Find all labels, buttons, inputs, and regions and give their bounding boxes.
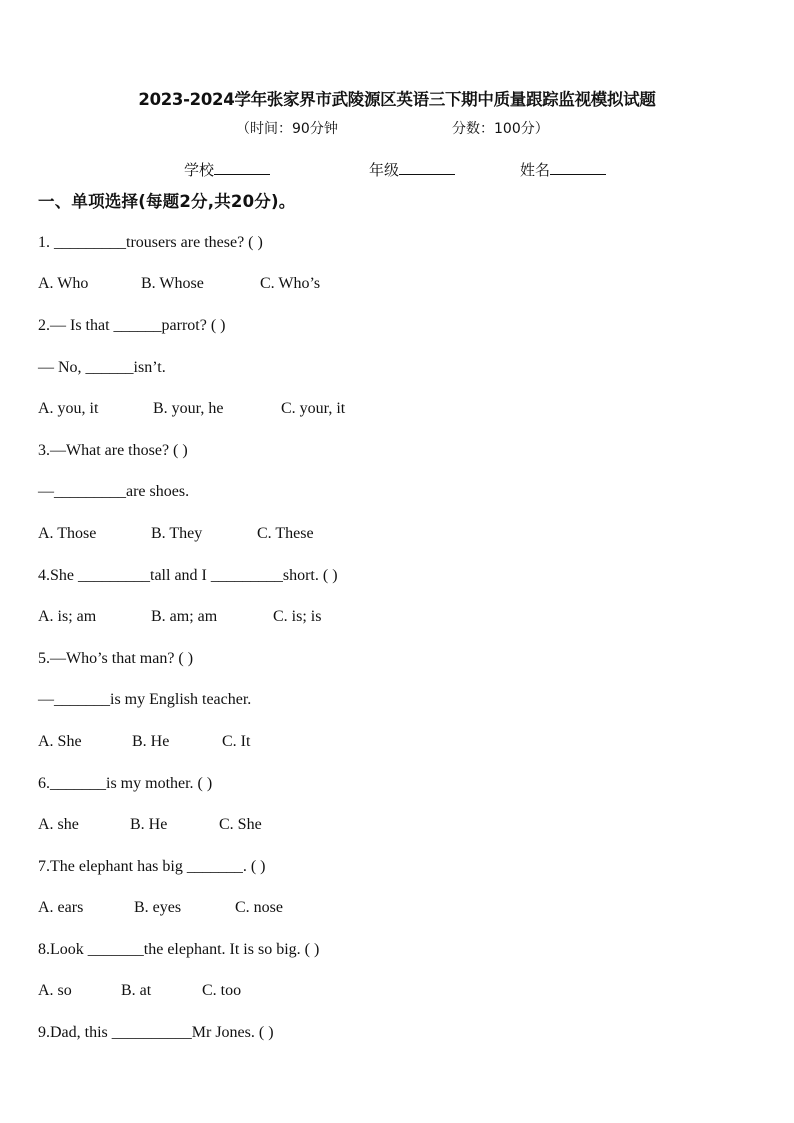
question-3-answer-line: —_________are shoes. (38, 483, 190, 500)
question-5-stem: 5.—Who’s that man? ( ) (38, 650, 194, 667)
option-c[interactable]: C. your, it (281, 400, 346, 417)
school-label: 学校 (184, 161, 215, 179)
question-3-stem: 3.—What are those? ( ) (38, 442, 188, 459)
option-a[interactable]: A. Those (38, 525, 97, 542)
grade-label: 年级 (369, 161, 400, 179)
option-c[interactable]: C. too (202, 982, 242, 999)
question-1-options (38, 274, 320, 294)
question-6-stem: 6._______is my mother. ( ) (38, 775, 213, 792)
option-c[interactable]: C. Who’s (260, 275, 321, 292)
name-label: 姓名 (520, 161, 551, 179)
question-2-options (38, 399, 345, 419)
option-a[interactable]: A. She (38, 733, 82, 750)
option-b[interactable]: B. He (130, 816, 168, 833)
option-b[interactable]: B. Whose (141, 275, 204, 292)
option-a[interactable]: A. Who (38, 275, 89, 292)
option-c[interactable]: C. It (222, 733, 251, 750)
page-title: 2023-2024学年张家界市武陵源区英语三下期中质量跟踪监视模拟试题 (138, 90, 656, 109)
question-7-stem: 7.The elephant has big _______. ( ) (38, 858, 266, 875)
question-9-stem: 9.Dad, this __________Mr Jones. ( ) (38, 1024, 274, 1041)
section-heading: 一、单项选择(每题2分,共20分)。 (38, 192, 296, 211)
question-8-options (38, 981, 241, 1001)
option-c[interactable]: C. These (257, 525, 314, 542)
question-6-options (38, 815, 262, 835)
question-5-answer-line: —_______is my English teacher. (38, 691, 252, 708)
school-blank[interactable] (214, 160, 270, 175)
option-c[interactable]: C. nose (235, 899, 283, 916)
name-blank[interactable] (550, 160, 606, 175)
question-1-stem: 1. _________trousers are these? ( ) (38, 234, 263, 251)
option-a[interactable]: A. you, it (38, 400, 99, 417)
question-4-options (38, 607, 321, 627)
option-c[interactable]: C. is; is (273, 608, 322, 625)
question-2-answer-line: — No, ______isn’t. (38, 359, 166, 376)
question-5-options (38, 732, 250, 752)
grade-field[interactable] (369, 159, 455, 180)
option-b[interactable]: B. They (151, 525, 203, 542)
question-8-stem: 8.Look _______the elephant. It is so big. ( ) (38, 941, 320, 958)
option-b[interactable]: B. your, he (153, 400, 224, 417)
question-2-stem: 2.— Is that ______parrot? ( ) (38, 317, 226, 334)
name-field[interactable] (520, 159, 606, 180)
option-a[interactable]: A. she (38, 816, 79, 833)
option-a[interactable]: A. ears (38, 899, 84, 916)
option-b[interactable]: B. He (132, 733, 170, 750)
option-a[interactable]: A. so (38, 982, 72, 999)
option-b[interactable]: B. at (121, 982, 152, 999)
option-a[interactable]: A. is; am (38, 608, 97, 625)
option-c[interactable]: C. She (219, 816, 262, 833)
school-field[interactable] (184, 159, 270, 180)
question-7-options (38, 898, 283, 918)
option-b[interactable]: B. am; am (151, 608, 218, 625)
exam-score: 分数：100分） (452, 121, 549, 137)
grade-blank[interactable] (399, 160, 455, 175)
question-3-options (38, 524, 314, 544)
option-b[interactable]: B. eyes (134, 899, 182, 916)
exam-time: （时间：90分钟 (236, 121, 338, 137)
question-4-stem: 4.She _________tall and I _________short. ( ) (38, 567, 338, 584)
